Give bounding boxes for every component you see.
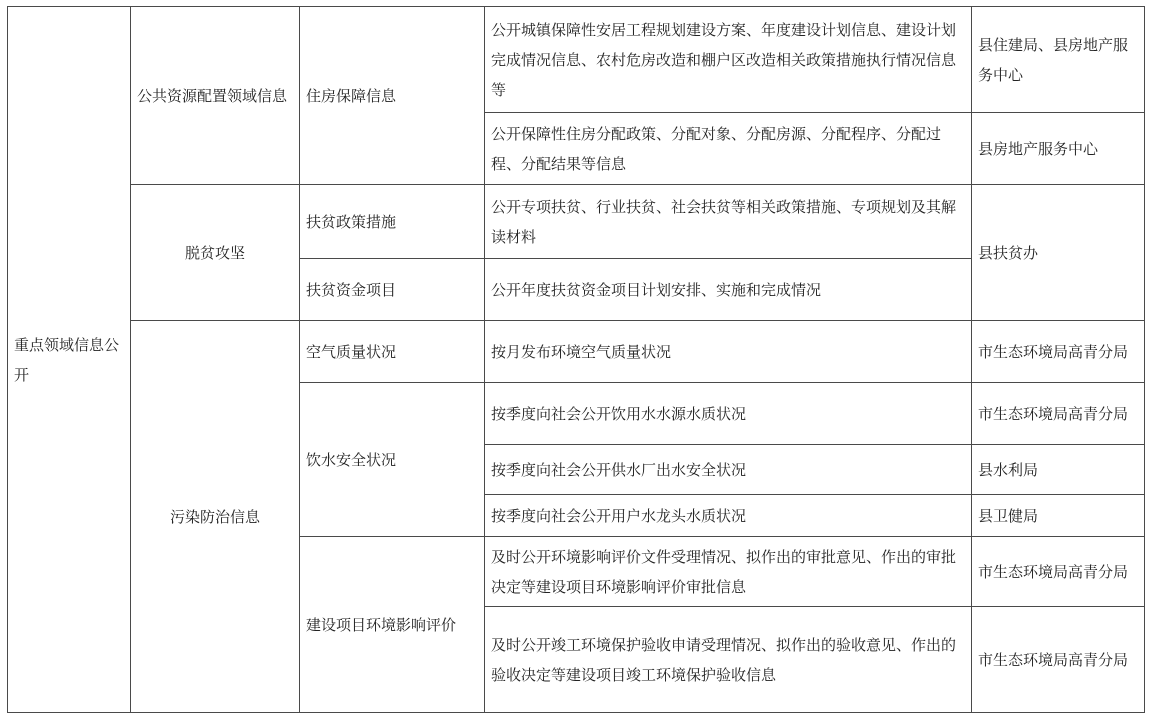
department-cell: 县房地产服务中心 <box>972 113 1145 185</box>
content-cell: 公开专项扶贫、行业扶贫、社会扶贫等相关政策措施、专项规划及其解读材料 <box>485 185 972 259</box>
content-cell: 按季度向社会公开用户水龙头水质状况 <box>485 495 972 537</box>
subcategory-cell: 扶贫资金项目 <box>300 259 485 321</box>
content-cell: 及时公开环境影响评价文件受理情况、拟作出的审批意见、作出的审批决定等建设项目环境影响评价审批信息 <box>485 537 972 607</box>
disclosure-table <box>7 6 1145 713</box>
subcategory-cell: 扶贫政策措施 <box>300 185 485 259</box>
content-cell: 公开城镇保障性安居工程规划建设方案、年度建设计划信息、建设计划完成情况信息、农村危房改造和棚户区改造相关政策措施执行情况信息等 <box>485 7 972 113</box>
department-cell: 市生态环境局高青分局 <box>972 607 1145 713</box>
department-cell: 市生态环境局高青分局 <box>972 321 1145 383</box>
department-cell: 县水利局 <box>972 445 1145 495</box>
subcategory-cell: 饮水安全状况 <box>300 383 485 537</box>
department-cell: 市生态环境局高青分局 <box>972 383 1145 445</box>
table-row <box>8 321 1145 383</box>
content-cell: 及时公开竣工环境保护验收申请受理情况、拟作出的验收意见、作出的验收决定等建设项目竣工环境保护验收信息 <box>485 607 972 713</box>
content-cell: 公开保障性住房分配政策、分配对象、分配房源、分配程序、分配过程、分配结果等信息 <box>485 113 972 185</box>
subcategory-cell: 空气质量状况 <box>300 321 485 383</box>
content-cell: 公开年度扶贫资金项目计划安排、实施和完成情况 <box>485 259 972 321</box>
table-row <box>8 185 1145 259</box>
content-cell: 按季度向社会公开供水厂出水安全状况 <box>485 445 972 495</box>
content-cell: 按季度向社会公开饮用水水源水质状况 <box>485 383 972 445</box>
subcategory-cell: 建设项目环境影响评价 <box>300 537 485 713</box>
department-cell: 市生态环境局高青分局 <box>972 537 1145 607</box>
domain-cell: 重点领域信息公开 <box>8 7 131 713</box>
subcategory-cell: 住房保障信息 <box>300 7 485 185</box>
department-cell: 县扶贫办 <box>972 185 1145 321</box>
table-row <box>8 7 1145 113</box>
content-cell: 按月发布环境空气质量状况 <box>485 321 972 383</box>
department-cell: 县住建局、县房地产服务中心 <box>972 7 1145 113</box>
category-cell: 脱贫攻坚 <box>131 185 300 321</box>
category-cell: 污染防治信息 <box>131 321 300 713</box>
category-cell: 公共资源配置领域信息 <box>131 7 300 185</box>
department-cell: 县卫健局 <box>972 495 1145 537</box>
